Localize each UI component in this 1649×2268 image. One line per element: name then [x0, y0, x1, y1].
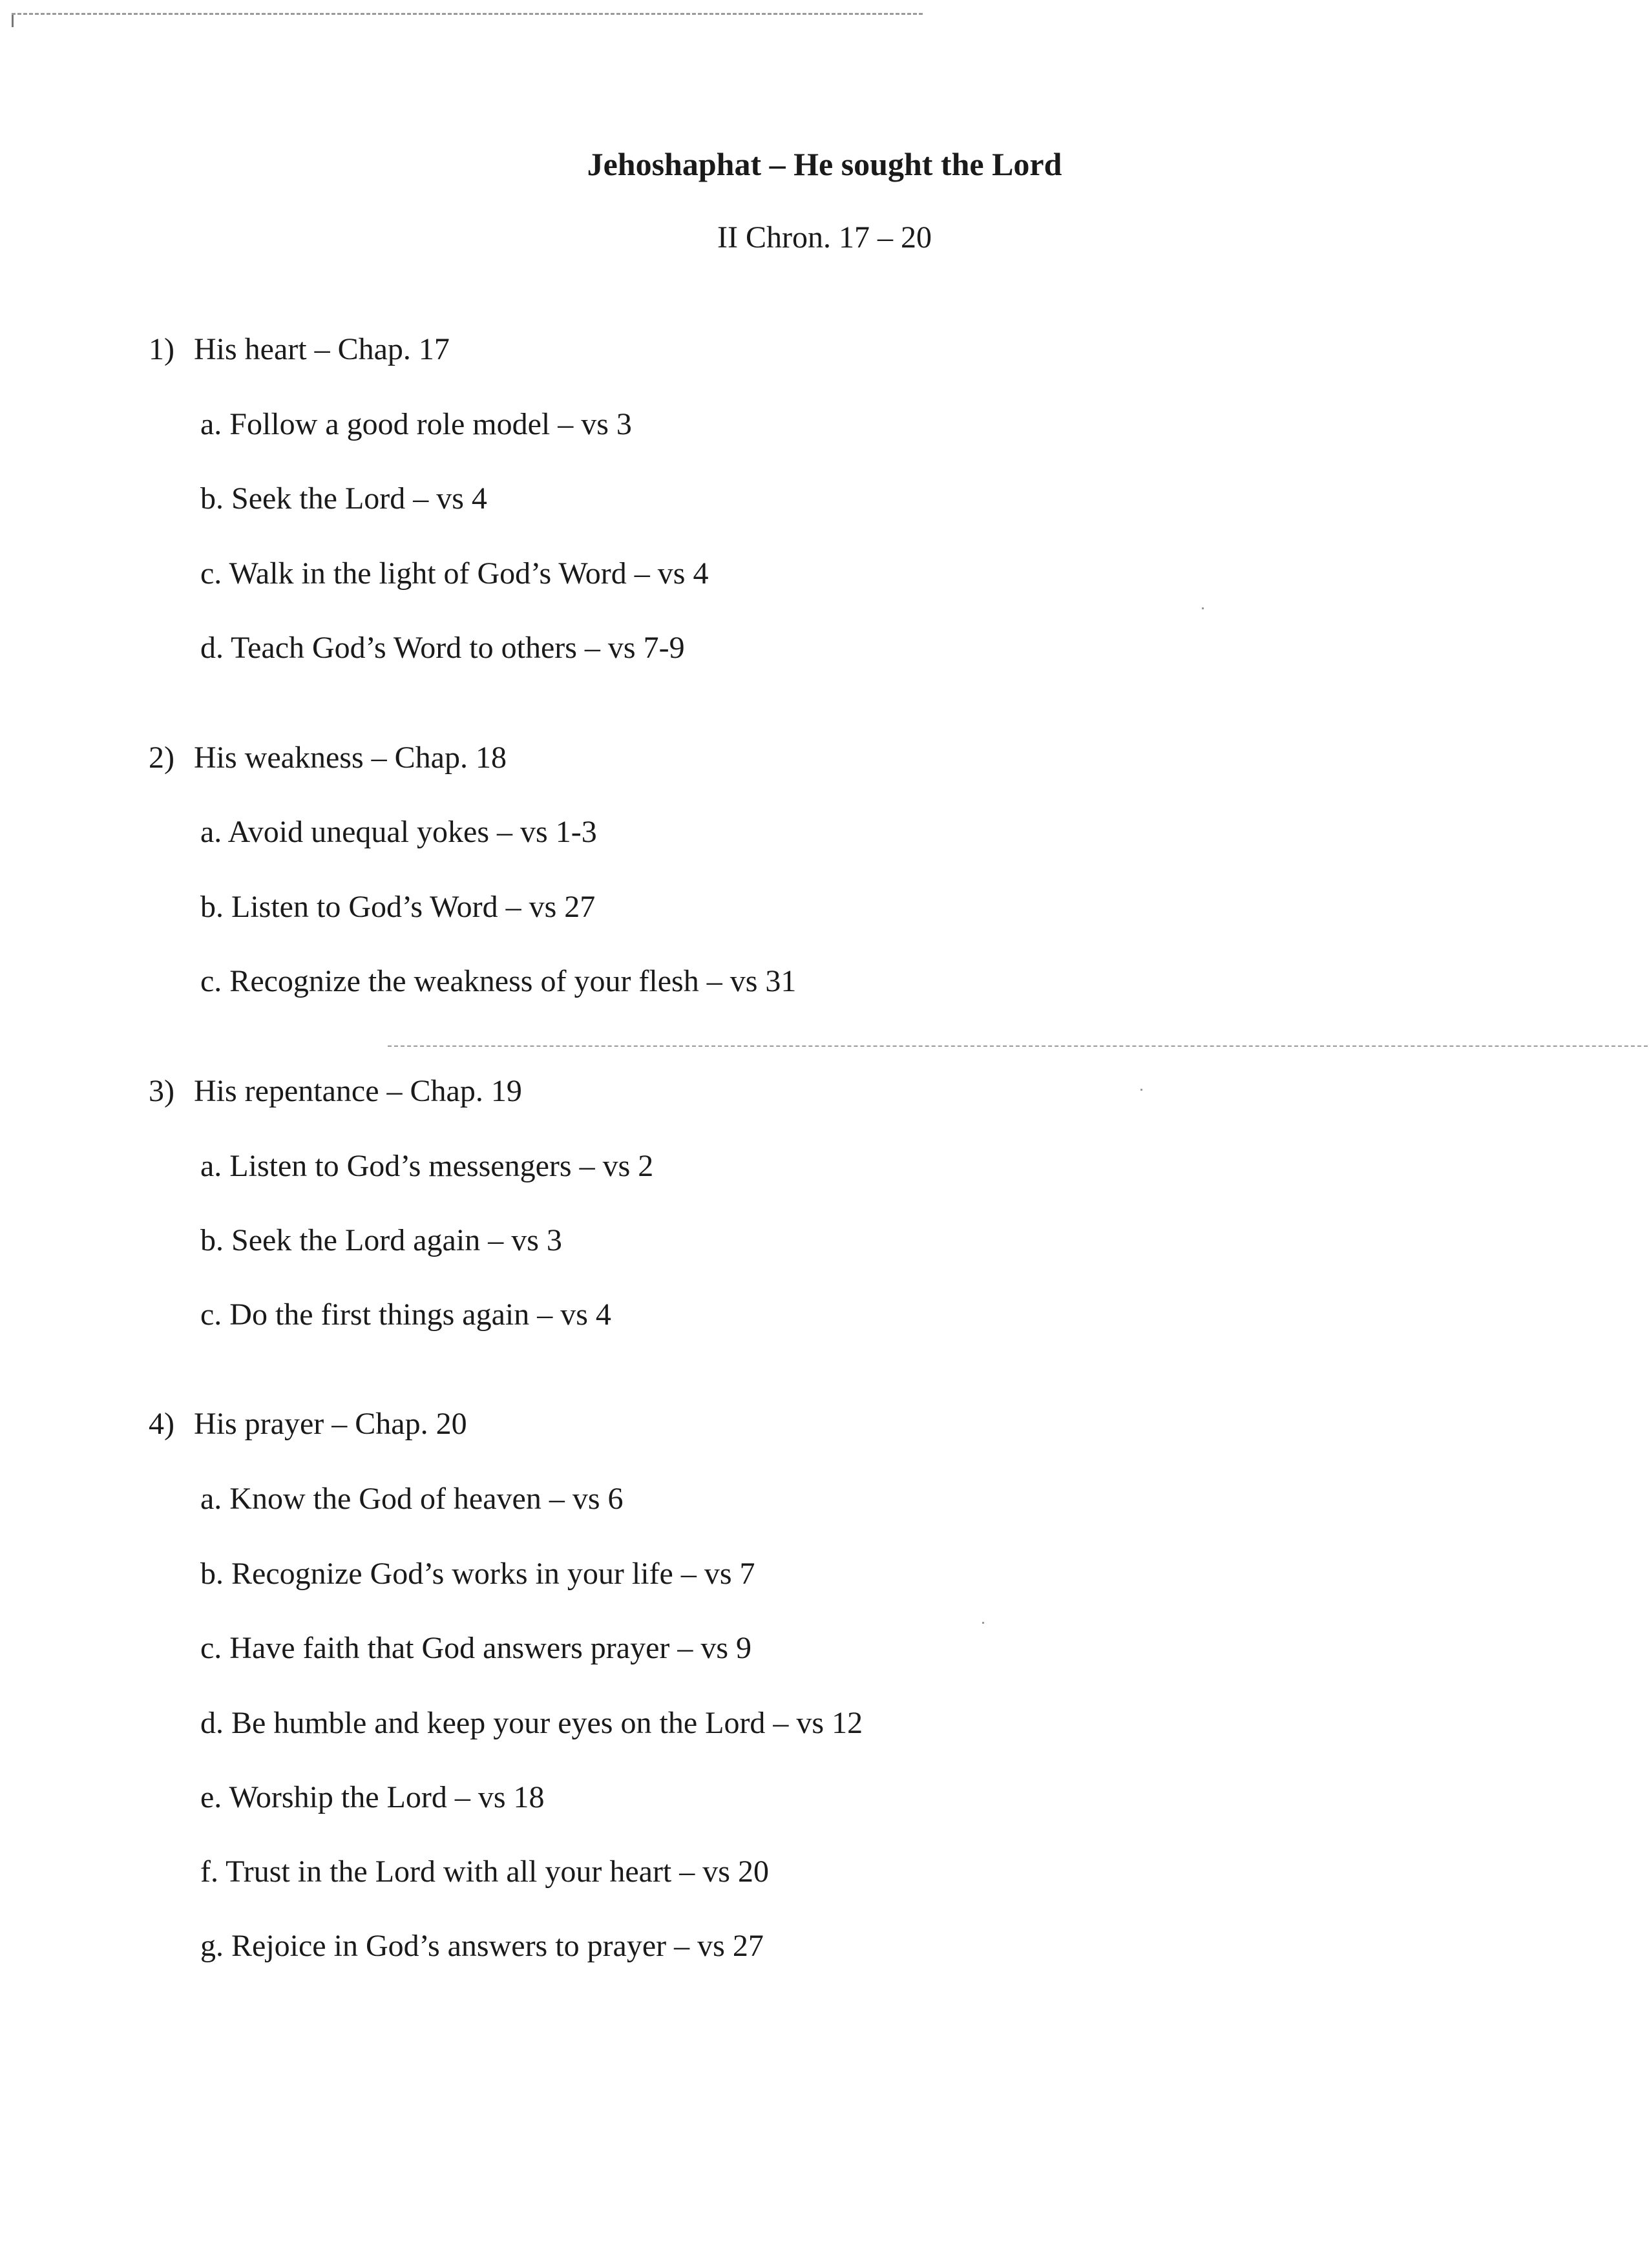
scan-artifact-top-line: [12, 13, 923, 15]
list-item: c. Recognize the weakness of your flesh – vs 31: [200, 964, 797, 998]
section-title: His heart – Chap. 17: [194, 332, 450, 366]
scripture-reference: II Chron. 17 – 20: [717, 220, 932, 255]
section-title: His repentance – Chap. 19: [194, 1074, 522, 1108]
list-item: a. Avoid unequal yokes – vs 1-3: [200, 815, 597, 849]
list-item: e. Worship the Lord – vs 18: [200, 1780, 545, 1814]
section-number: 4): [149, 1407, 174, 1441]
list-item: d. Be humble and keep your eyes on the Lord – vs 12: [200, 1706, 863, 1740]
section-number: 2): [149, 740, 174, 775]
section-title: His weakness – Chap. 18: [194, 740, 507, 775]
section-heading-2: [149, 738, 507, 778]
list-item: f. Trust in the Lord with all your heart – vs 20: [200, 1854, 769, 1889]
list-item: g. Rejoice in God’s answers to prayer – vs 27: [200, 1929, 764, 1963]
list-item: a. Follow a good role model – vs 3: [200, 407, 632, 441]
list-item: a. Know the God of heaven – vs 6: [200, 1482, 624, 1516]
section-heading-1: [149, 330, 450, 370]
section-heading-4: [149, 1404, 467, 1444]
scan-speck: [1202, 607, 1204, 609]
list-item: b. Recognize God’s works in your life – vs 7: [200, 1557, 755, 1591]
list-item: d. Teach God’s Word to others – vs 7-9: [200, 631, 685, 665]
list-item: c. Have faith that God answers prayer – vs 9: [200, 1631, 752, 1665]
scan-edge-mark: [12, 13, 14, 27]
list-item: a. Listen to God’s messengers – vs 2: [200, 1149, 654, 1183]
scan-artifact-middle-line: [388, 1045, 1648, 1047]
list-item: b. Seek the Lord – vs 4: [200, 481, 487, 516]
document-title: Jehoshaphat – He sought the Lord: [587, 146, 1062, 182]
section-number: 3): [149, 1074, 174, 1108]
list-item: c. Walk in the light of God’s Word – vs 4: [200, 556, 709, 591]
list-item: b. Listen to God’s Word – vs 27: [200, 890, 596, 924]
section-number: 1): [149, 332, 174, 366]
list-item: c. Do the first things again – vs 4: [200, 1297, 611, 1332]
scan-speck: [1140, 1089, 1142, 1091]
scan-speck: [982, 1622, 984, 1624]
list-item: b. Seek the Lord again – vs 3: [200, 1223, 562, 1257]
section-title: His prayer – Chap. 20: [194, 1407, 467, 1441]
section-heading-3: [149, 1071, 522, 1111]
